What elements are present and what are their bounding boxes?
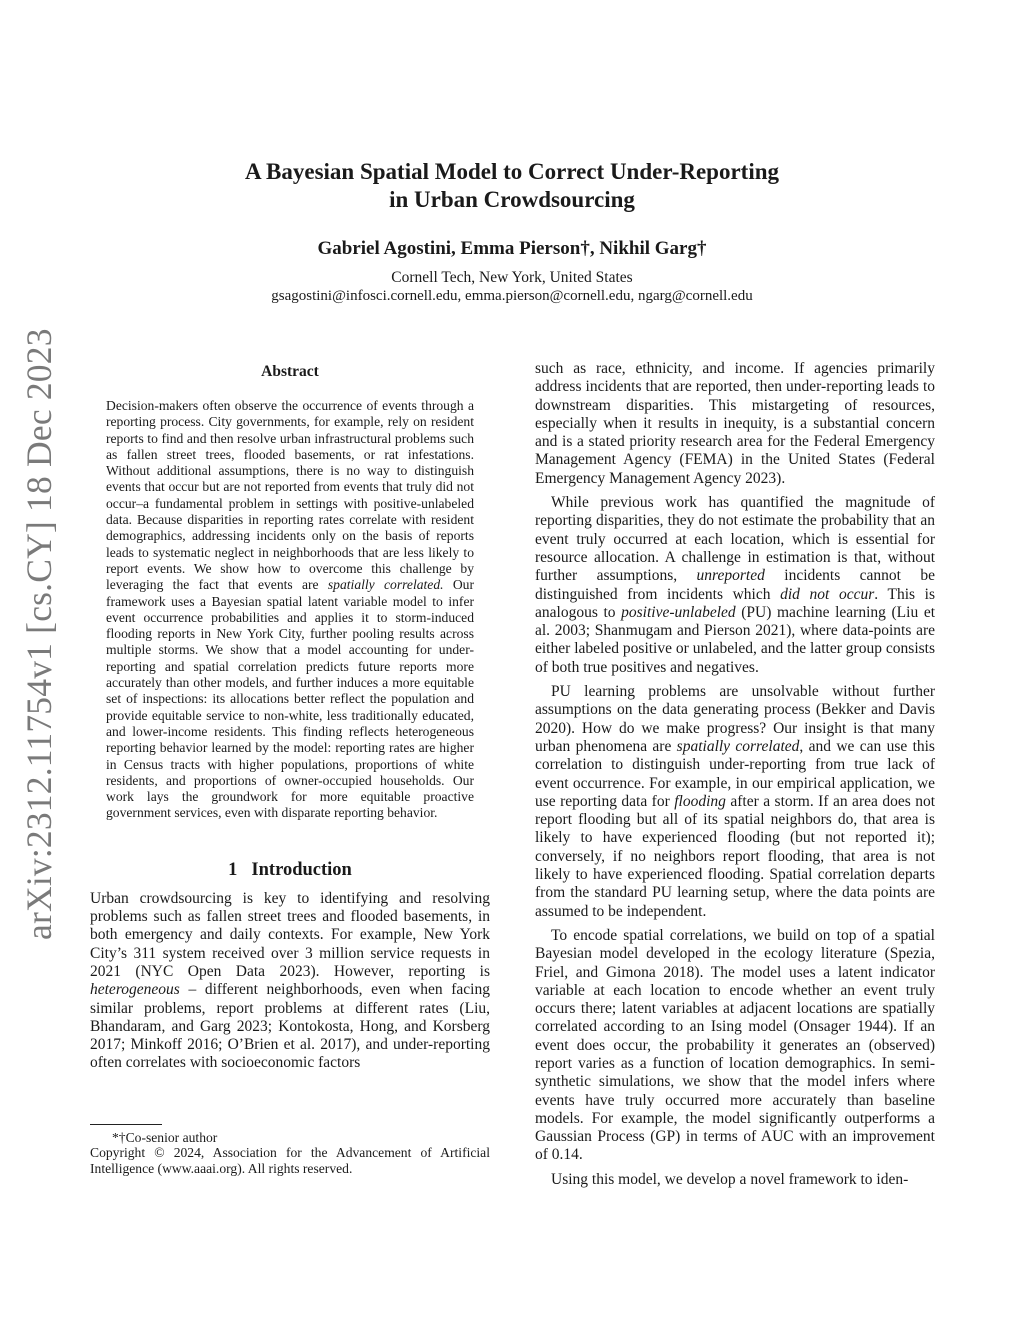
right-paragraph-2 xyxy=(535,494,935,677)
p2-text-2: incidents cannot be distinguished from incidents which xyxy=(535,567,935,603)
abstract-heading: Abstract xyxy=(261,363,319,380)
intro-text-2: – different neighborhoods, even when facing similar problems, report problems at different rates (Liu, Bhandaram, and Garg 2023; Kontokosta, Hong, and Korsberg 2017; Minkoff 2016; O’Brien et al. 2017), and under-reporting often correlates with socioeconomic factors xyxy=(90,981,490,1072)
title-line-2: in Urban Crowdsourcing xyxy=(389,187,635,212)
p3-emphasis-2: flooding xyxy=(674,792,726,810)
right-paragraph-5: Using this model, we develop a novel framework to iden- xyxy=(551,1170,909,1188)
p3-text-1: PU learning problems are unsolvable without further assumptions on the data generating process (Bekker and Davis 2020). How do we make progress? Our insight is that many urban phenomena are xyxy=(535,683,935,755)
right-paragraph-1: such as race, ethnicity, and income. If agencies primarily address incidents that are reported, then under-reporting leads to downstream disparities. This mistargeting of resources, especially when it results in inequity, is a substantial concern and is a stated priority research area for the Federal Emergency Management Agency (FEMA) in the United States (Federal Emergency Management Agency 2023). xyxy=(535,360,935,487)
footnote xyxy=(90,1130,490,1146)
abstract-text-1: Decision-makers often observe the occurrence of events through a reporting process. City governments, for example, rely on resident reports to find and then resolve urban infrastructural problems such as fallen street trees, flooded basements, or rat infestations. Without additional assumptions, there is no way to distinguish events that occur but are not reported from events that truly did not occur–a fundamental problem in settings with positive-unlabeled data. Because disparities in reporting rates correlate with resident demographics, addressing incidents only on the basis of reports leads to systematic neglect in neighborhoods that are less likely to report events. We show how to overcome this challenge by leveraging the fact that events are xyxy=(106,398,474,593)
abstract-emphasis: spatially correlated. xyxy=(327,577,444,593)
p2-text-4: (PU) machine learning (Liu et al. 2003; Shanmugam and Pierson 2021), where data-points are either labeled positive or unlabeled, and the latter group consists of both true positives and negatives. xyxy=(535,603,936,676)
footnote-text: *†Co-senior author xyxy=(112,1130,218,1145)
p2-emphasis-3: positive-unlabeled xyxy=(621,603,736,621)
intro-paragraph-1 xyxy=(90,890,490,1073)
paper-title xyxy=(150,158,874,214)
copyright-notice: Copyright © 2024, Association for the Advancement of Artificial Intelligence (www.aaai.org). All rights reserved. xyxy=(90,1145,490,1177)
section-heading-introduction xyxy=(90,858,490,882)
p2-text-1: While previous work has quantified the magnitude of reporting disparities, they do not estimate the probability that an event truly occurred at each location, which is essential for resource allocation. A challenge in estimation is that, without further assumptions, xyxy=(535,494,935,585)
abstract-body xyxy=(106,398,474,822)
affiliation: Cornell Tech, New York, United States xyxy=(391,269,633,286)
section-title: Introduction xyxy=(251,859,352,880)
intro-text-1: Urban crowdsourcing is key to identifying and resolving problems such as fallen street trees and flooded basements, in both emergency and daily contexts. For example, New York City’s 311 system received over 3 million service requests in 2021 (NYC Open Data 2023). However, reporting is xyxy=(90,889,490,980)
author-emails: gsagostini@infosci.cornell.edu, emma.pierson@cornell.edu, ngarg@cornell.edu xyxy=(271,288,753,304)
footnote-divider xyxy=(90,1124,162,1125)
right-paragraph-3 xyxy=(535,683,935,921)
abstract-text-2: Our framework uses a Bayesian spatial latent variable model to infer event occurrence probabilities and applies it to storm-induced flooding reports in New York City, further pooling results across multiple storms. We show that a model accounting for under-reporting and spatial correlation predicts future reports more accurately than other models, and further induces a more equitable set of inspections: its allocations better reflect the population and provide equitable service to non-white, less traditionally educated, and lower-income residents. This finding reflects heterogeneous reporting behavior learned by the model: reporting rates are higher in Census tracts with higher populations, proportions of white residents, and proportions of owner-occupied households. Our work lays the groundwork for more equitable proactive government services, even with disparate reporting behavior. xyxy=(106,577,474,821)
arxiv-identifier: arXiv:2312.11754v1 [cs.CY] 18 Dec 2023 xyxy=(19,328,59,940)
p3-text-2: , and we can use this correlation to distinguish under-reporting from true lack of event occurrence. For example, in our empirical application, we use reporting data for xyxy=(535,737,935,810)
title-line-1: A Bayesian Spatial Model to Correct Under-Reporting xyxy=(244,159,780,184)
p2-emphasis-1: unreported xyxy=(696,567,765,585)
p2-emphasis-2: did not occur xyxy=(780,585,875,603)
right-paragraph-4: To encode spatial correlations, we build on top of a spatial Bayesian model developed in the ecology literature (Spezia, Friel, and Gimona 2018). The model uses a latent indicator variable at each location to encode whether an event truly occurs there; latent variables at adjacent locations are spatially correlated according to an Ising model (Onsager 1944). If an event does occur, the probability it generates an (observed) report varies as a function of location demographics. In semi-synthetic simulations, we show that the model infers where events have truly occurred more accurately than baseline models. For example, the model significantly outperforms a Gaussian Process (GP) in terms of AUC with an improvement of 0.14. xyxy=(535,926,935,1164)
intro-emphasis: heterogeneous xyxy=(90,981,180,999)
p2-text-3: . This is analogous to xyxy=(535,585,936,621)
left-column xyxy=(90,362,490,1073)
right-column xyxy=(535,360,935,1195)
p3-emphasis-1: spatially correlated xyxy=(676,737,800,755)
p3-text-3: after a storm. If an area does not report flooding but all of its spatial neighbors do, that area is likely to have experienced flooding (but not reported it); conversely, if no neighbors report flooding, that area is not likely to have experienced flooding. Spatial correlation departs from the standard PU learning setup, where the data points are assumed to be independent. xyxy=(535,792,935,920)
section-number: 1 xyxy=(228,859,238,880)
author-list: Gabriel Agostini, Emma Pierson†, Nikhil Garg† xyxy=(317,238,707,259)
